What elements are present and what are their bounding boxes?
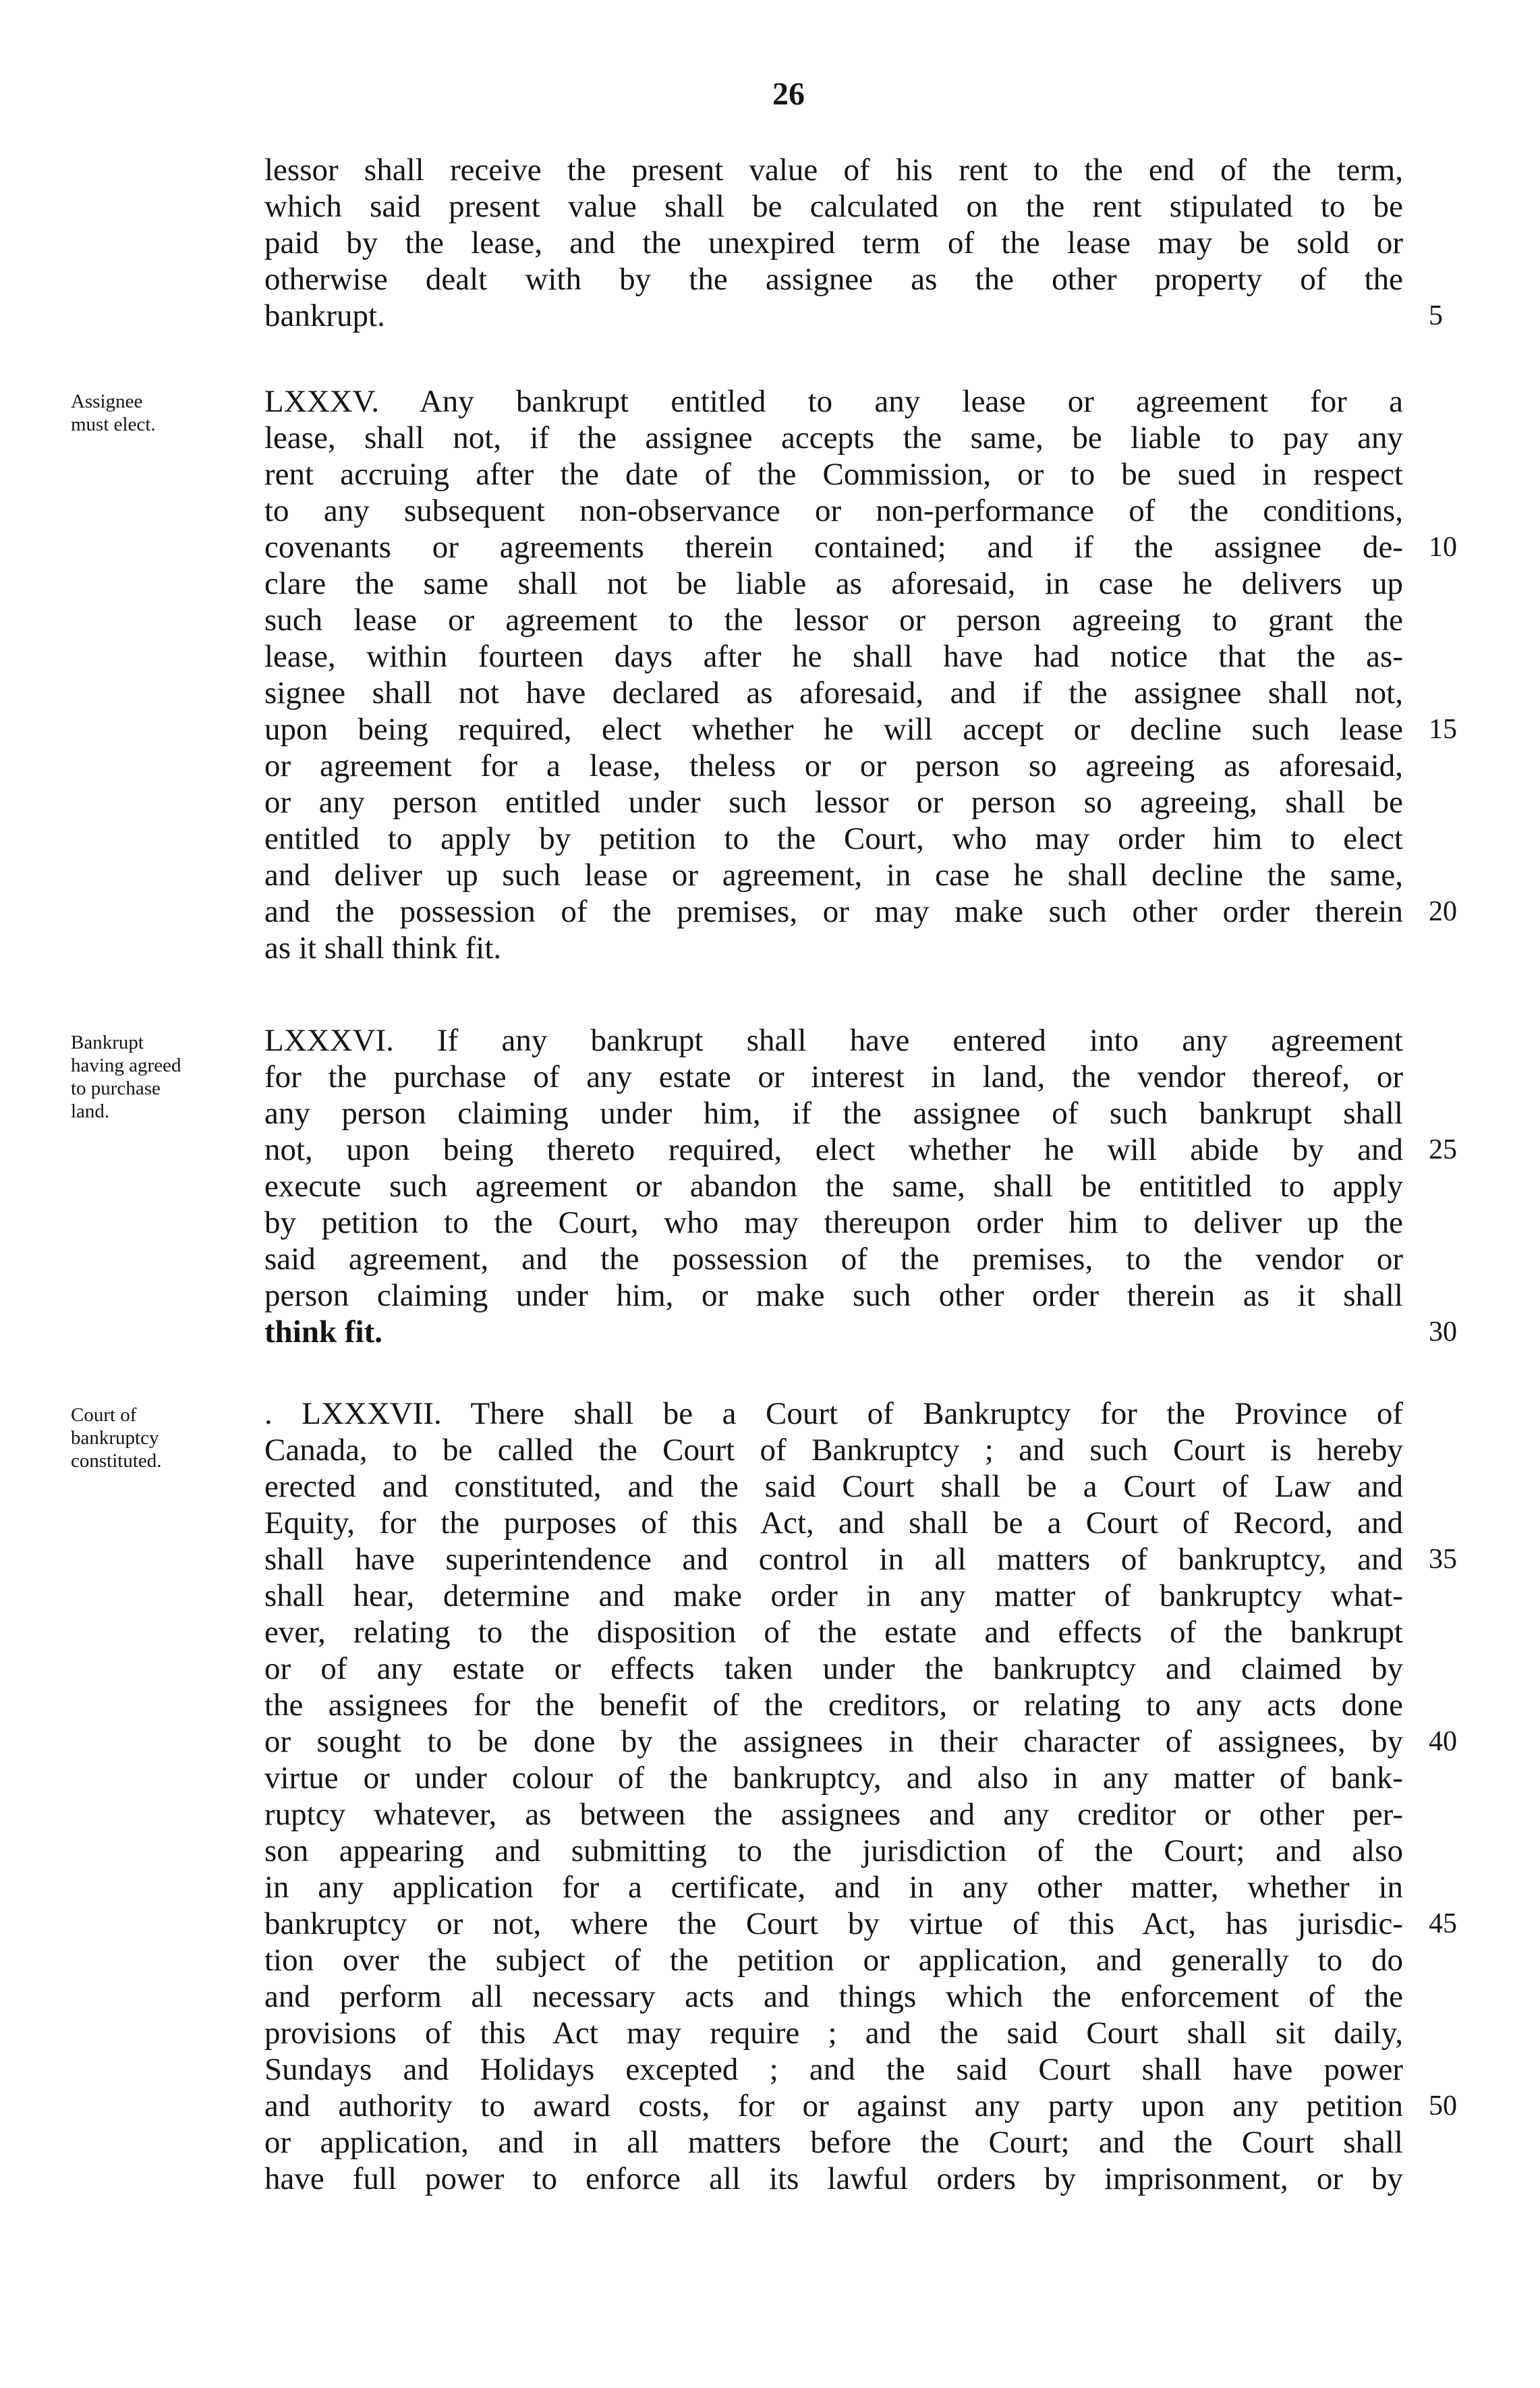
text-line: or any person entitled under such lessor or person so agreeing, shall be (264, 785, 1403, 820)
text-line: erected and constituted, and the said Court shall be a Court of Law and (264, 1469, 1403, 1504)
text-line: . LXXXVII. There shall be a Court of Bankruptcy for the Province of (264, 1396, 1403, 1431)
text-line: tion over the subject of the petition or application, and generally to do (264, 1943, 1403, 1978)
text-line: lessor shall receive the present value of his rent to the end of the term, (264, 152, 1403, 188)
text-line: ruptcy whatever, as between the assignees and any creditor or other per- (264, 1797, 1403, 1832)
text-line: lease, within fourteen days after he shall have had notice that the as- (264, 639, 1403, 674)
line-number: 30 (1429, 1316, 1457, 1348)
line-number: 10 (1429, 532, 1457, 563)
text-line: or sought to be done by the assignees in their character of assignees, by (264, 1724, 1403, 1759)
page-number: 26 (772, 76, 805, 112)
text-line: signee shall not have declared as aforesaid, and if the assignee shall not, (264, 675, 1403, 711)
text-line: LXXXVI. If any bankrupt shall have entered into any agreement (264, 1023, 1403, 1058)
margin-note: Assignee must elect. (71, 391, 156, 435)
text-line: bankrupt. (264, 298, 385, 333)
line-number: 20 (1429, 896, 1457, 927)
margin-note: Court of bankruptcy constituted. (71, 1404, 162, 1472)
text-line: shall hear, determine and make order in any matter of bankruptcy what- (264, 1578, 1403, 1613)
text-line: person claiming under him, or make such other order therein as it shall (264, 1278, 1403, 1313)
margin-note: Bankrupt having agreed to purchase land. (71, 1032, 181, 1122)
line-number: 15 (1429, 714, 1457, 745)
text-line: or application, and in all matters before the Court; and the Court shall (264, 2125, 1403, 2160)
text-line: for the purchase of any estate or interest in land, the vendor thereof, or (264, 1059, 1403, 1094)
text-line: and deliver up such lease or agreement, in case he shall decline the same, (264, 858, 1403, 893)
text-line: in any application for a certificate, and in any other matter, whether in (264, 1870, 1403, 1905)
text-line: by petition to the Court, who may thereupon order him to deliver up the (264, 1205, 1403, 1240)
line-number: 45 (1429, 1908, 1457, 1939)
text-line: otherwise dealt with by the assignee as the other property of the (264, 262, 1403, 297)
line-number: 50 (1429, 2090, 1457, 2121)
text-line: and authority to award costs, for or against any party upon any petition (264, 2088, 1403, 2123)
text-line: Equity, for the purposes of this Act, and shall be a Court of Record, and (264, 1505, 1403, 1540)
text-line: such lease or agreement to the lessor or person agreeing to grant the (264, 603, 1403, 638)
text-line: covenants or agreements therein contained; and if the assignee de- (264, 530, 1403, 565)
text-line: Sundays and Holidays excepted ; and the said Court shall have power (264, 2052, 1403, 2087)
text-line: and perform all necessary acts and things which the enforcement of the (264, 1979, 1403, 2014)
text-line: or of any estate or effects taken under the bankruptcy and claimed by (264, 1651, 1403, 1686)
text-line: have full power to enforce all its lawful orders by imprisonment, or by (264, 2161, 1403, 2196)
text-line: think fit. (264, 1314, 382, 1350)
text-line: ever, relating to the disposition of the estate and effects of the bankrupt (264, 1615, 1403, 1650)
text-line: to any subsequent non-observance or non-performance of the conditions, (264, 493, 1403, 528)
text-line: rent accruing after the date of the Commission, or to be sued in respect (264, 457, 1403, 492)
text-line: Canada, to be called the Court of Bankruptcy ; and such Court is hereby (264, 1433, 1403, 1468)
text-line: LXXXV. Any bankrupt entitled to any lease or agreement for a (264, 384, 1403, 419)
text-line: entitled to apply by petition to the Court, who may order him to elect (264, 821, 1403, 856)
text-line: said agreement, and the possession of the premises, to the vendor or (264, 1242, 1403, 1277)
text-line: shall have superintendence and control in all matters of bankruptcy, and (264, 1542, 1403, 1577)
line-number: 25 (1429, 1134, 1457, 1165)
text-line: lease, shall not, if the assignee accepts the same, be liable to pay any (264, 420, 1403, 455)
line-number: 5 (1429, 300, 1443, 331)
text-line: provisions of this Act may require ; and the said Court shall sit daily, (264, 2016, 1403, 2051)
text-line: clare the same shall not be liable as aforesaid, in case he delivers up (264, 566, 1403, 601)
text-line: virtue or under colour of the bankruptcy, and also in any matter of bank- (264, 1760, 1403, 1796)
text-line: not, upon being thereto required, elect whether he will abide by and (264, 1132, 1403, 1167)
text-line: and the possession of the premises, or may make such other order therein (264, 894, 1403, 929)
text-line: or agreement for a lease, theless or or person so agreeing as aforesaid, (264, 748, 1403, 783)
text-line: as it shall think fit. (264, 931, 502, 966)
text-line: which said present value shall be calculated on the rent stipulated to be (264, 189, 1403, 224)
text-line: bankruptcy or not, where the Court by virtue of this Act, has jurisdic- (264, 1906, 1403, 1941)
text-line: execute such agreement or abandon the same, shall be entititled to apply (264, 1169, 1403, 1204)
text-line: upon being required, elect whether he will accept or decline such lease (264, 712, 1403, 747)
text-line: paid by the lease, and the unexpired term of the lease may be sold or (264, 225, 1403, 260)
text-line: any person claiming under him, if the assignee of such bankrupt shall (264, 1096, 1403, 1131)
text-line: the assignees for the benefit of the creditors, or relating to any acts done (264, 1688, 1403, 1723)
text-line: son appearing and submitting to the jurisdiction of the Court; and also (264, 1833, 1403, 1868)
line-number: 35 (1429, 1544, 1457, 1575)
line-number: 40 (1429, 1726, 1457, 1757)
